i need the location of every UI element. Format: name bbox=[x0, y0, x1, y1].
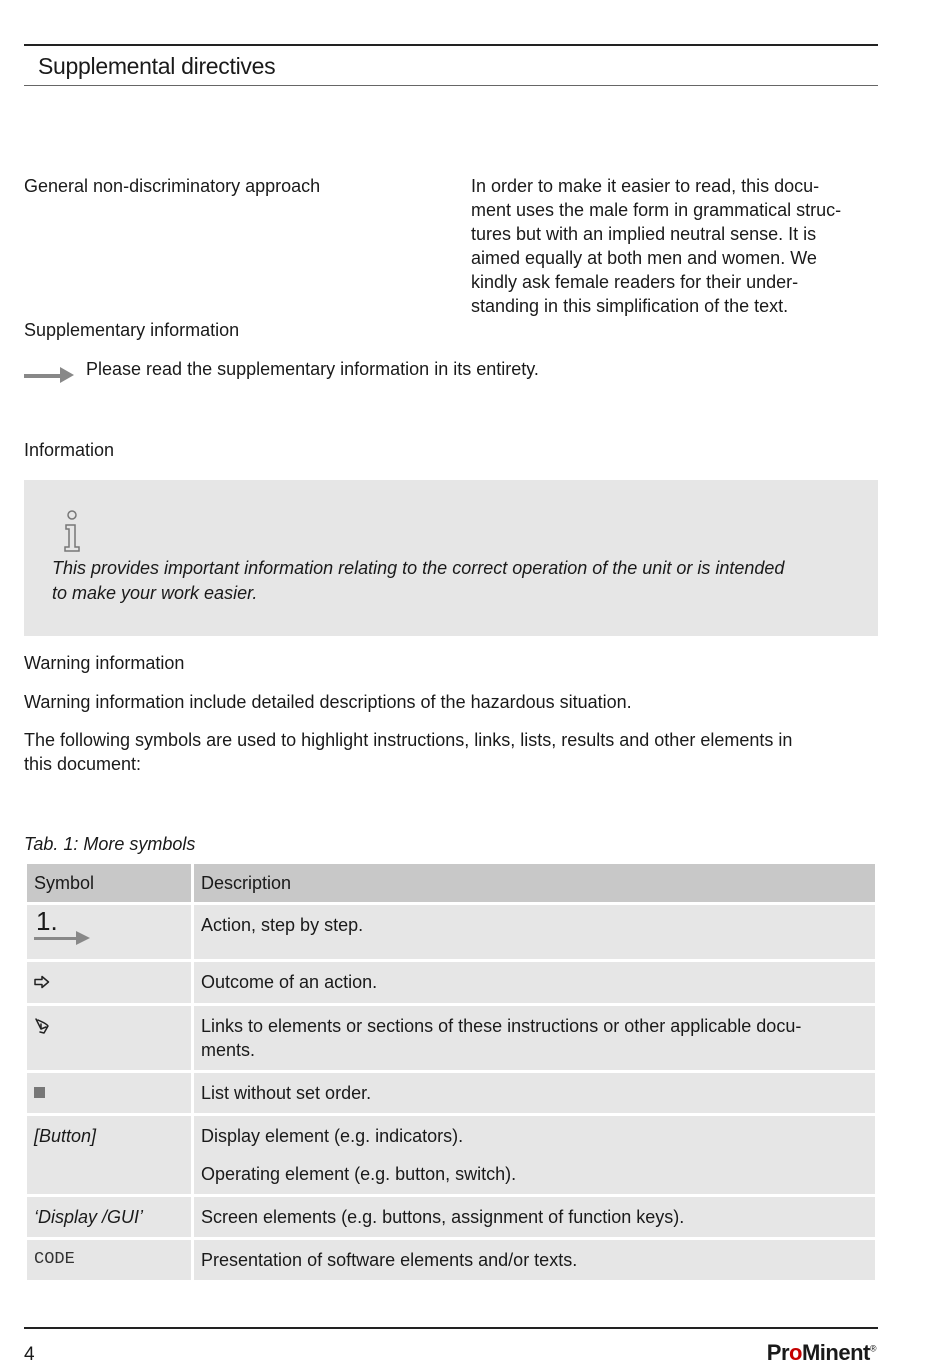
page-number: 4 bbox=[24, 1344, 35, 1365]
symbols-table bbox=[24, 861, 878, 1283]
supplementary-arrow-icon bbox=[24, 364, 76, 384]
description-text: Screen elements (e.g. buttons, assignment of function keys). bbox=[201, 1207, 685, 1227]
table-caption: Tab. 1: More symbols bbox=[24, 834, 196, 854]
description-cell bbox=[194, 1006, 875, 1070]
description-text: Outcome of an action. bbox=[201, 972, 378, 992]
logo-part: ® bbox=[869, 1343, 876, 1354]
general-line: kindly ask female readers for their under- bbox=[471, 272, 799, 292]
general-line: standing in this simplification of the text. bbox=[471, 296, 789, 316]
description-cell bbox=[194, 905, 875, 959]
general-line: aimed equally at both men and women. We bbox=[471, 248, 817, 268]
information-heading: Information bbox=[24, 440, 115, 460]
bullet-square-icon bbox=[34, 1087, 46, 1099]
description-text: ments. bbox=[201, 1040, 256, 1060]
general-heading: General non-discriminatory approach bbox=[24, 176, 321, 196]
symbol-cell: ‘Display /GUI’ bbox=[27, 1197, 191, 1237]
step-symbol bbox=[34, 906, 94, 945]
description-column-header: Description bbox=[194, 864, 875, 902]
symbols-intro-line: The following symbols are used to highlight instructions, links, lists, results and other elements in bbox=[24, 730, 793, 750]
supplementary-heading: Supplementary information bbox=[24, 320, 240, 340]
table-row bbox=[27, 962, 875, 1003]
step-arrow-icon bbox=[34, 929, 92, 945]
information-box bbox=[24, 480, 878, 636]
general-line: In order to make it easier to read, this docu- bbox=[471, 176, 820, 196]
description-text: Action, step by step. bbox=[201, 915, 364, 935]
table-header-row bbox=[27, 864, 875, 902]
information-line: This provides important information relating to the correct operation of the unit or is intended bbox=[52, 558, 785, 578]
brand-logo bbox=[767, 1340, 876, 1366]
table-row bbox=[27, 1197, 875, 1237]
general-line: ment uses the male form in grammatical struc- bbox=[471, 200, 842, 220]
page-header bbox=[24, 44, 878, 86]
outcome-arrow-icon bbox=[34, 975, 50, 989]
step-number: 1. bbox=[36, 906, 58, 936]
symbol-cell bbox=[27, 1006, 191, 1070]
warning-heading: Warning information bbox=[24, 653, 185, 673]
table-row bbox=[27, 1240, 875, 1280]
warning-text: Warning information include detailed descriptions of the hazardous situation. bbox=[24, 692, 632, 712]
symbol-cell: [Button] bbox=[27, 1116, 191, 1194]
information-text bbox=[52, 556, 852, 606]
description-cell bbox=[194, 1073, 875, 1113]
general-line: tures but with an implied neutral sense. It is bbox=[471, 224, 817, 244]
footer-rule bbox=[24, 1327, 878, 1329]
link-hand-icon bbox=[34, 1017, 50, 1035]
supplementary-text: Please read the supplementary information in its entirety. bbox=[86, 359, 539, 379]
symbol-cell bbox=[27, 962, 191, 1003]
info-icon bbox=[60, 510, 84, 552]
description-text: Links to elements or sections of these instructions or other applicable docu- bbox=[201, 1016, 802, 1036]
description-text: List without set order. bbox=[201, 1083, 372, 1103]
description-cell bbox=[194, 962, 875, 1003]
logo-part: Minent bbox=[801, 1340, 870, 1365]
description-cell bbox=[194, 1197, 875, 1237]
table-row bbox=[27, 1073, 875, 1113]
logo-part: Pr bbox=[766, 1340, 790, 1365]
symbol-cell bbox=[27, 1073, 191, 1113]
symbol-cell bbox=[27, 905, 191, 959]
description-cell bbox=[194, 1240, 875, 1280]
logo-part: o bbox=[789, 1340, 802, 1365]
page-title: Supplemental directives bbox=[38, 53, 276, 79]
description-text: Operating element (e.g. button, switch). bbox=[201, 1164, 517, 1184]
symbols-intro-line: this document: bbox=[24, 754, 142, 774]
general-paragraph bbox=[471, 174, 871, 318]
description-text: Presentation of software elements and/or texts. bbox=[201, 1250, 578, 1270]
table-row bbox=[27, 1116, 875, 1194]
symbols-intro-text bbox=[24, 728, 878, 776]
table-row bbox=[27, 1006, 875, 1070]
description-cell bbox=[194, 1116, 875, 1194]
table-row bbox=[27, 905, 875, 959]
symbol-column-header: Symbol bbox=[27, 864, 191, 902]
information-line: to make your work easier. bbox=[52, 583, 258, 603]
description-text: Display element (e.g. indicators). bbox=[201, 1126, 464, 1146]
symbol-cell: CODE bbox=[27, 1240, 191, 1280]
